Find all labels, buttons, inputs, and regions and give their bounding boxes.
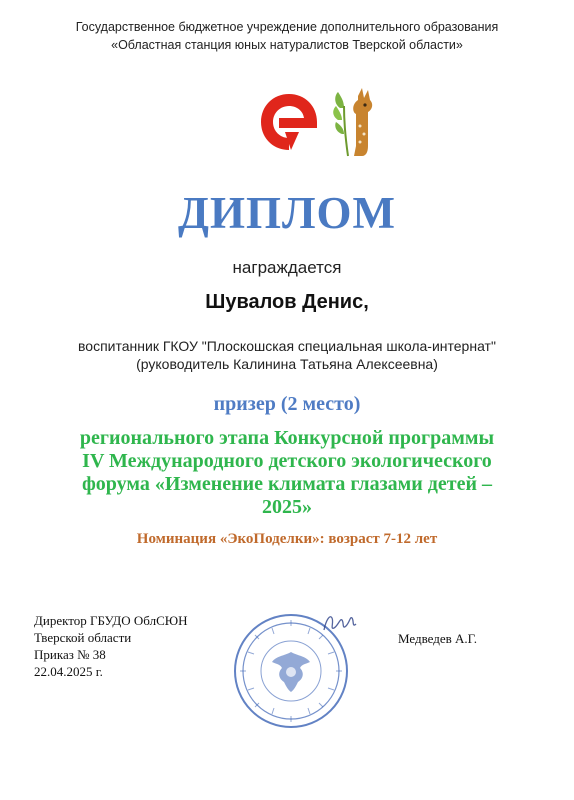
handwritten-signature-icon (320, 610, 360, 636)
stage-line-1: регионального этапа Конкурсной программы (79, 427, 495, 449)
diploma-title: ДИПЛОМ (178, 188, 396, 238)
stage-line-4: 2025» (262, 496, 312, 518)
e-logo-icon (255, 88, 323, 156)
director-name: Медведев А.Г. (398, 631, 477, 646)
stage-line-2: IV Международного детского экологического (82, 450, 492, 472)
region-text: Тверской области (34, 630, 132, 645)
header-line-1: Государственное бюджетное учреждение дополнительного образования (75, 20, 499, 34)
student-line-1: воспитанник ГКОУ "Плоскошская специальная школа-интернат" (78, 338, 496, 354)
fawn-logo-icon (332, 86, 382, 158)
order-number: Приказ № 38 (34, 647, 106, 662)
place-text: призер (2 место) (213, 393, 361, 415)
awarded-text: награждается (232, 258, 342, 277)
order-date: 22.04.2025 г. (34, 664, 103, 679)
nomination-text: Номинация «ЭкоПоделки»: возраст 7-12 лет (136, 531, 438, 547)
student-line-2: (руководитель Калинина Татьяна Алексеевна) (136, 356, 438, 372)
header-line-2: «Областная станция юных натуралистов Тверской области» (111, 38, 463, 52)
director-title: Директор ГБУДО ОблСЮН (34, 613, 188, 628)
signature-block (34, 612, 188, 680)
recipient-name: Шувалов Денис, (205, 291, 369, 313)
stage-line-3: форума «Изменение климата глазами детей – (81, 473, 493, 495)
